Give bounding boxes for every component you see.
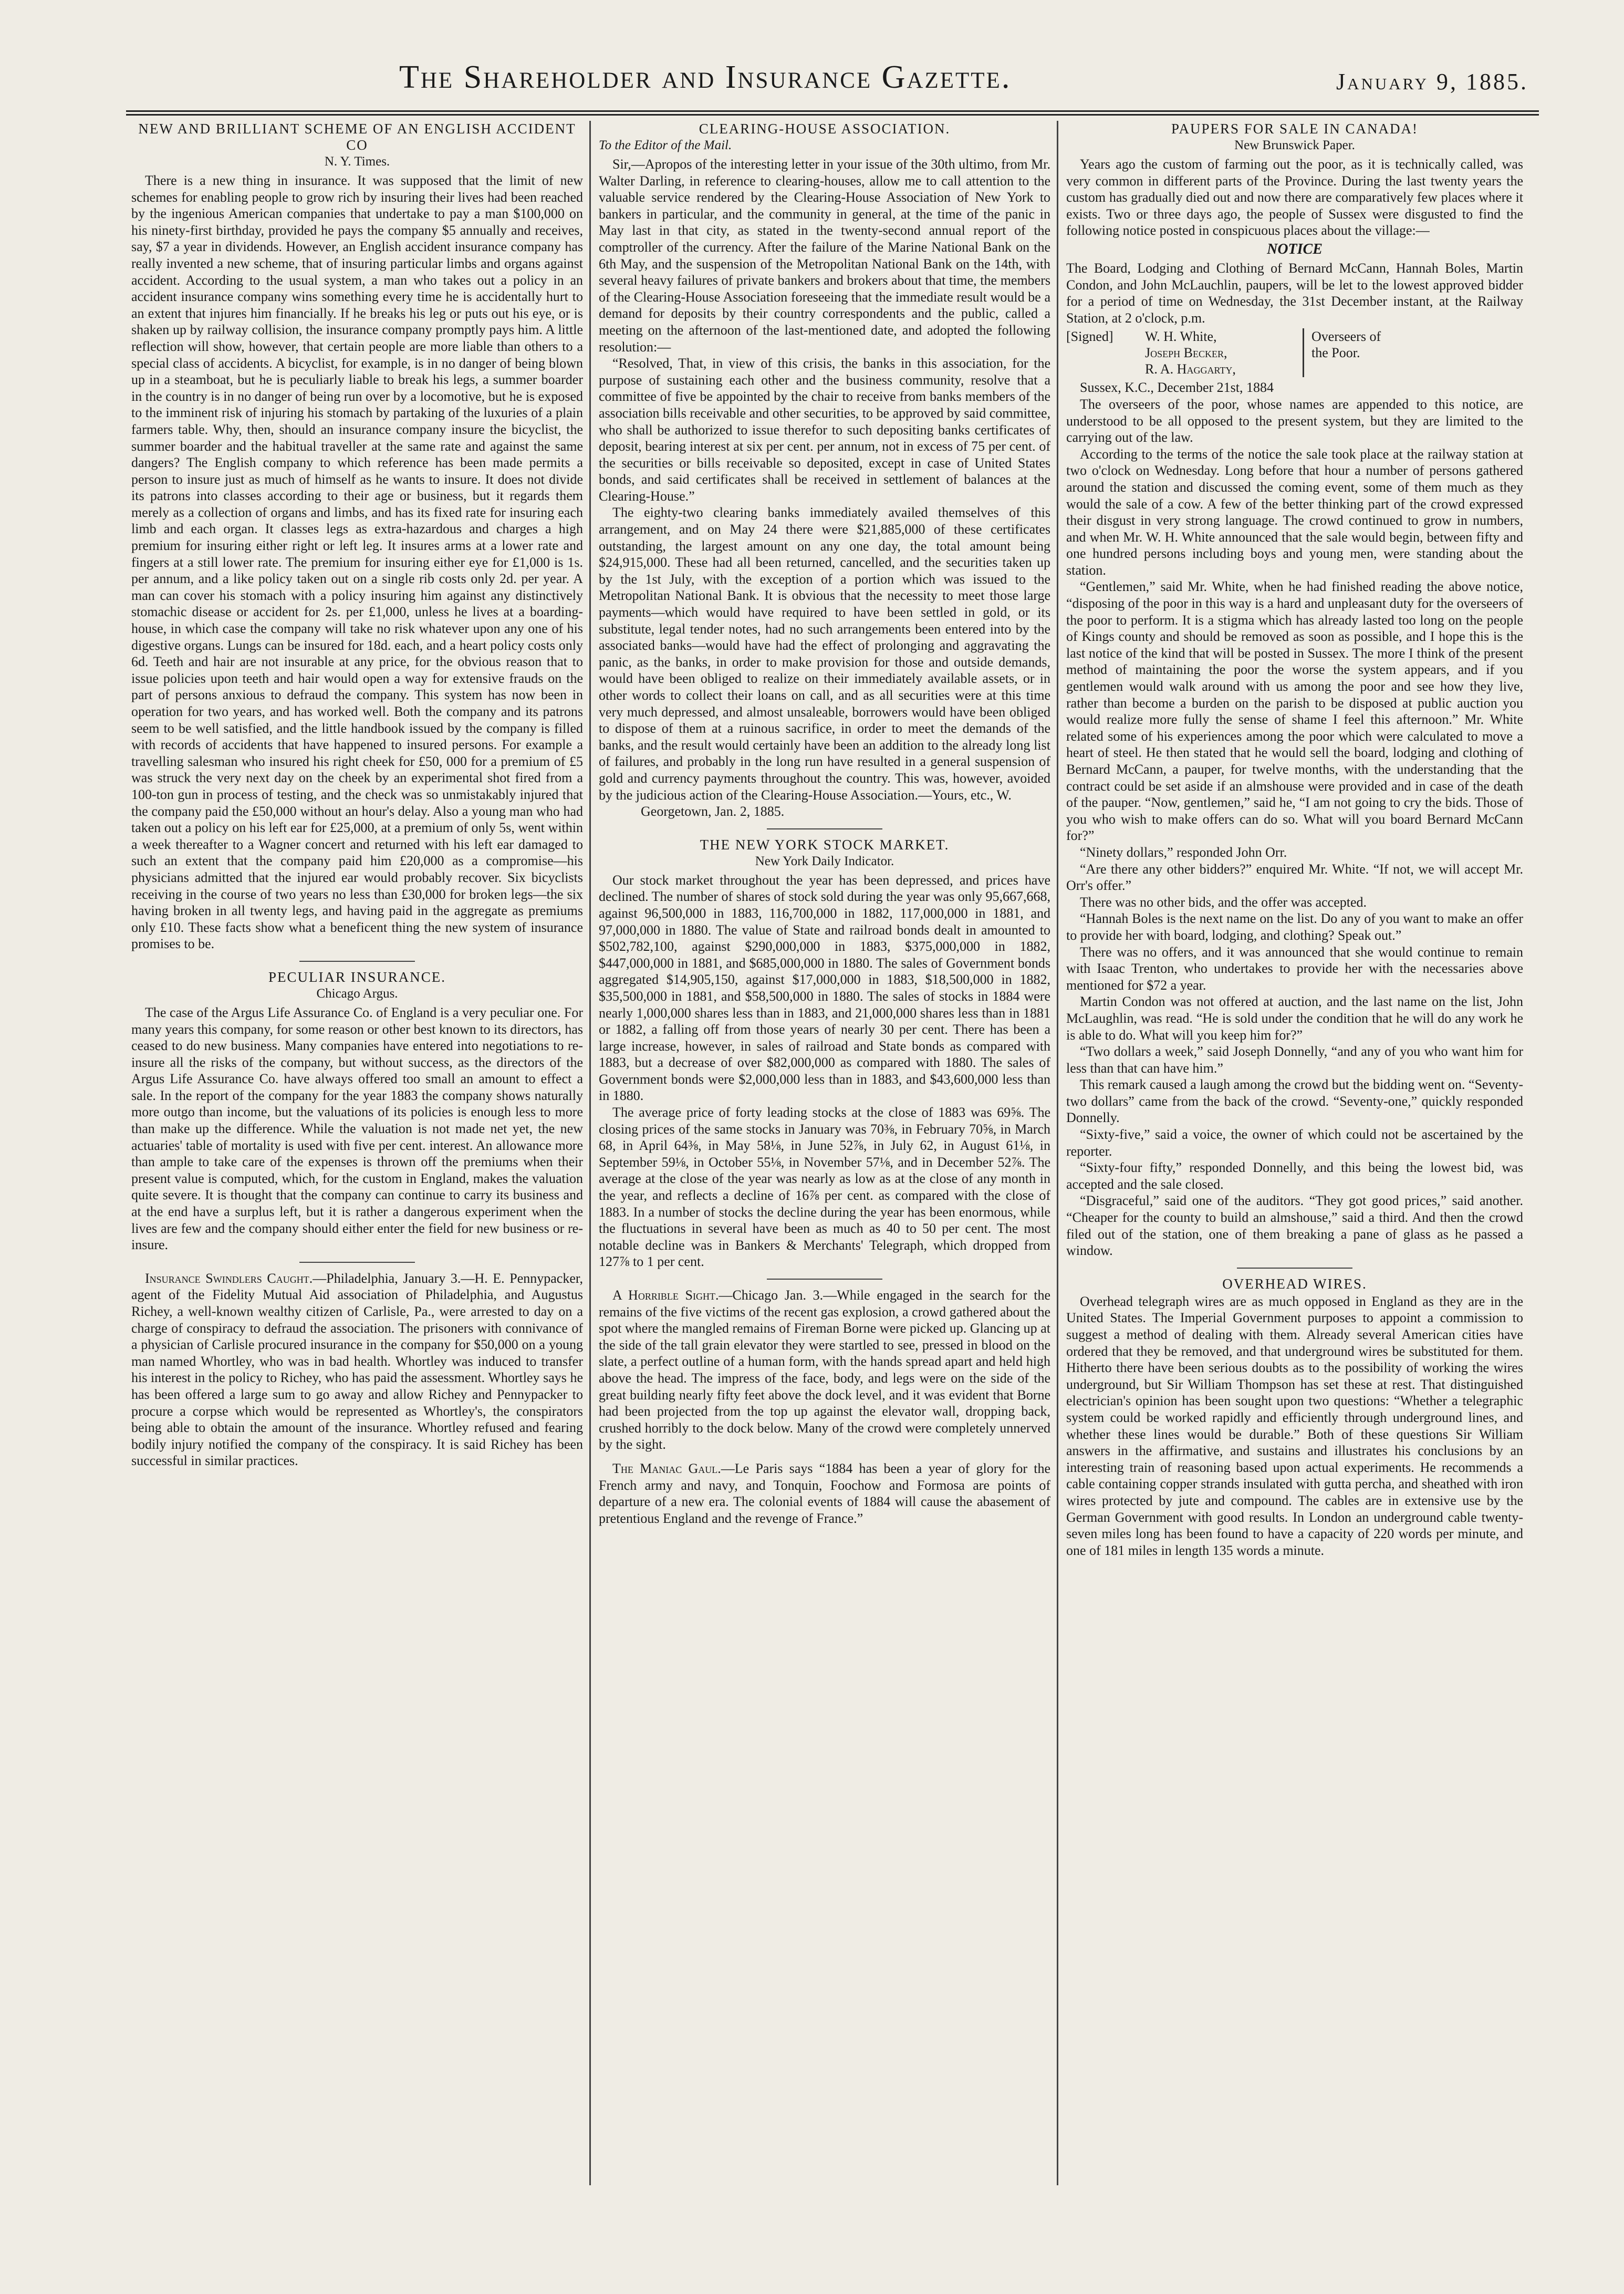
newspaper-title: The Shareholder and Insurance Gazette. bbox=[399, 59, 1012, 95]
article-source: New York Daily Indicator. bbox=[755, 854, 894, 868]
article-separator bbox=[299, 961, 415, 962]
notice-text: The Board, Lodging and Clothing of Bernard McCann, Hannah Boles, Martin Condon, and John McLauchlin, paupers, will be let to the lowest approved bidder for a period of time on Wednesday, the 31st December instant, at the Railway Station, at 2 o'clock, p.m. bbox=[1066, 260, 1523, 326]
article-paragraph: “Disgraceful,” said one of the auditors. “They got good prices,” said another. “Cheaper for the county to build an almshouse,” said a third. And then the crowd filed out of the station, one of them breaking a pane of glass as he passed a window. bbox=[1066, 1193, 1523, 1259]
issue-date: January 9, 1885. bbox=[1336, 69, 1528, 95]
article-lead: Insurance Swindlers Caught. bbox=[145, 1270, 313, 1286]
article-source: N. Y. Times. bbox=[324, 154, 390, 169]
overseers-label: Overseers of the Poor. bbox=[1303, 328, 1385, 377]
signer-name: W. H. White, bbox=[1145, 329, 1217, 345]
notice-signatures bbox=[1066, 328, 1523, 377]
article-paragraph: “Resolved, That, in view of this crisis, the banks in this association, for the purpose of sustaining each other and the business community, resolve that a committee of five be appointed by the chair to receive from banks members of the association bills receivable and other securities, to be approved by said committee, who shall be authorized to issue therefor to such depositing banks certificates of deposit, bearing interest at six per cent. per annum, not in excess of 75 per cent. of the securities or bills receivable so deposited, except in case of United States bonds, and said certificates shall be received in settlement of balances at the Clearing-House.” bbox=[599, 356, 1050, 504]
article-text: —Le Paris says “1884 has been a year of glory for the French army and navy, and Tonquin, Foochow and Formosa are points of departure of a new era. The colonial events of 1884 will cause the abasement of pretentious England and the revenge of France.” bbox=[599, 1460, 1050, 1526]
article-headline: PECULIAR INSURANCE. bbox=[268, 969, 446, 985]
column-left bbox=[131, 121, 583, 2243]
column-middle bbox=[599, 121, 1050, 2243]
article-paragraph: “Hannah Boles is the next name on the list. Do any of you want to make an offer to provide her with board, lodging, and clothing? Speak out.” bbox=[1066, 911, 1523, 943]
article-paragraph: There was no other bids, and the offer was accepted. bbox=[1080, 894, 1367, 910]
notice-title: NOTICE bbox=[1267, 241, 1323, 257]
article-clearing-house bbox=[599, 121, 1050, 820]
signer-name: R. A. Haggarty, bbox=[1145, 361, 1236, 377]
article-paragraph: The eighty-two clearing banks immediately availed themselves of this arrangement, and on May 24 there were $21,885,000 of these certificates outstanding, the largest amount on any one day, the total amount being $24,915,000. These had all been returned, cancelled, and the securities taken up by the 1st July, with the exception of a portion which was issued to the Metropolitan National Bank. It is obvious that the necessity to meet those large payments—which would have required to have been settled in gold, or its substitute, legal tender notes, had no such arrangements been entered into by the associated banks—would have had the effect of prolonging and aggravating the panic, as the banks, in order to make provision for those and outside demands, would have been obliged to realize on their immediately available assets, or in other words to collect their loans on call, and as all securities were at this time very much depressed, and almost unsaleable, borrowers would have been obliged to dispose of them at a ruinous sacrifice, in order to meet the demands of the banks, and the result would certainly have been an addition to the already long list of failures, and probably in the long run have resulted in a general suspension of gold and currency payments throughout the country. This was, however, avoided by the judicious action of the Clearing-House Association.—Yours, etc., W. bbox=[599, 505, 1050, 803]
article-source: New Brunswick Paper. bbox=[1234, 138, 1355, 152]
article-paragraph: Martin Condon was not offered at auction, and the last name on the list, John McLaughlin, was read. “He is sold under the condition that he will do any work he is able to do. What will you keep him for?” bbox=[1066, 994, 1523, 1043]
article-lead: A Horrible Sight. bbox=[612, 1288, 719, 1303]
article-headline: CLEARING-HOUSE ASSOCIATION. bbox=[699, 121, 951, 137]
masthead bbox=[126, 53, 1539, 116]
article-maniac-gaul bbox=[599, 1460, 1050, 1527]
article-paupers-for-sale bbox=[1066, 121, 1523, 1259]
notice-place: Sussex, K.C., December 21st, 1884 bbox=[1080, 380, 1274, 396]
article-paragraph bbox=[599, 1460, 1050, 1527]
article-stock-market bbox=[599, 837, 1050, 1270]
article-paragraph: According to the terms of the notice the sale took place at the railway station at two o'clock on Wednesday. Long before that hour a number of persons gathered around the station and discussed the coming event, some of them much as they would the sale of a cow. A few of the better thinking part of the crowd expressed their disgust in very strong language. The crowd continued to grow in numbers, and when Mr. W. H. White announced that the sale would begin, between fifty and one hundred persons including boys and young men, were standing about the station. bbox=[1066, 446, 1523, 578]
article-text: —Chicago Jan. 3.—While engaged in the search for the remains of the five victims of the recent gas explosion, a crowd gathered about the spot where the mangled remains of Fireman Borne were picked up. Glancing up at the side of the tall grain elevator they were startled to see, pressed in blood on the slate, a perfect outline of a human form, with the hands spread apart and held high above the head. The impress of the face, body, and legs were on the side of the great building nearly fifty feet above the dock level, and it was evident that Borne had been projected from the top up against the elevator wall, dropping back, crushed horribly to the dock below. Many of the crowd were completely unnerved by the sight. bbox=[599, 1288, 1050, 1452]
article-accident-co bbox=[131, 121, 583, 952]
article-separator bbox=[767, 828, 882, 829]
signer-list bbox=[1145, 328, 1303, 377]
article-text: —Philadelphia, January 3.—H. E. Pennypacker, agent of the Fidelity Mutual Aid association of Philadelphia, and Augustus Richey, a well-known wealthy citizen of Carlisle, Pa., were arrested to day on a charge of conspiracy to defraud the association. The prisoners with connivance of a physician of Carlisle procured insurance in the company for $50,000 on a young man named Whortley, who was in bad health. Whortley was induced to transfer his interest in the policy to Richey, who has paid the assessment. Whortley says he has been offered a large sum to go away and allow Richey and Pennypacker to procure a corpse which would be represented as Whortley's, the conspirators being able to obtain the amount of the insurance. Whortley refused and fearing bodily injury notified the company of the conspiracy. It is said Richey has been successful in similar practices. bbox=[131, 1270, 583, 1469]
article-source: Chicago Argus. bbox=[316, 986, 398, 1001]
article-paragraph: The case of the Argus Life Assurance Co. of England is a very peculiar one. For many years this company, for some reason or other best known to its directors, has ceased to do new business. Many companies have entered into negotiations to re-insure all the risks of the company, but without success, as the directors of the Argus Life Assurance Co. have always offered too small an amount to effect a sale. In the report of the company for the year 1883 the company shows naturally more outgo than income, but the valuations of its policies is enough less to more than make up the difference. While the valuation is not made net yet, the new actuaries' table of mortality is used with five per cent. interest. An allowance more than ample to take care of the expenses is thrown off the premiums when their present value is computed, which, for the custom in England, makes the valuation quite severe. It is thought that the company can continue to carry its business and at the end have a surplus left, but it is rather a dangerous experiment when the lives are few and the company should either enter the field for new business or re-insure. bbox=[131, 1004, 583, 1253]
article-horrible-sight bbox=[599, 1287, 1050, 1453]
article-paragraph: “Ninety dollars,” responded John Orr. bbox=[1080, 844, 1287, 860]
column-divider bbox=[589, 121, 591, 2185]
article-paragraph: Sir,—Apropos of the interesting letter in your issue of the 30th ultimo, from Mr. Walter Darling, in reference to clearing-houses, allow me to call attention to the valuable service rendered by the Clearing-House Association of New York to bankers in particular, and the community in general, at the time of the panic in May last in that city, as stated in the twenty-second annual report of the comptroller of the currency. After the failure of the Marine National Bank on the 6th May, and the suspension of the Metropolitan National Bank on the 14th, with several heavy failures of private bankers and brokers about that time, the members of the Clearing-House Association foreseeing that the immediate result would be a demand for deposits by their country correspondents and the public, called a meeting on the afternoon of the last-mentioned date, and adopted the following resolution:— bbox=[599, 157, 1050, 355]
article-paragraph: There was no offers, and it was announced that she would continue to remain with Isaac Trenton, who undertakes to provide her with the necessaries above mentioned for $72 a year. bbox=[1066, 944, 1523, 993]
article-signature: Georgetown, Jan. 2, 1885. bbox=[641, 804, 785, 819]
article-paragraph: “Sixty-five,” said a voice, the owner of which could not be ascertained by the reporter. bbox=[1066, 1127, 1523, 1159]
article-paragraph: The overseers of the poor, whose names are appended to this notice, are understood to be all opposed to the present system, but they are limited to the carrying out of the law. bbox=[1066, 396, 1523, 445]
article-headline: NEW AND BRILLIANT SCHEME OF AN ENGLISH ACCIDENT CO bbox=[138, 121, 576, 153]
article-headline: THE NEW YORK STOCK MARKET. bbox=[700, 836, 950, 853]
article-paragraph: The average price of forty leading stocks at the close of 1883 was 69⅝. The closing prices of the same stocks in January was 70⅜, in February 70⅝, in March 68, in April 64⅜, in May 58⅛, in June 52⅞, in July 62, in August 61⅛, in September 59⅛, in October 55⅛, in November 57⅛, and in December 52⅞. The average at the close of the year was nearly as low as at the close of any month in the year, and reflects a decline of 16⅞ per cent. as compared with the close of 1883. In a number of stocks the decline during the year has been enormous, while the fluctuations in several have been as much as 40 to 50 per cent. The most notable decline was in Bankers & Merchants' Telegraph, which dropped from 127⅞ to 1 per cent. bbox=[599, 1105, 1050, 1270]
article-paragraph: “Two dollars a week,” said Joseph Donnelly, “and any of you who want him for less than that can have him.” bbox=[1066, 1044, 1523, 1076]
article-lead: The Maniac Gaul. bbox=[612, 1460, 721, 1476]
article-paragraph: Years ago the custom of farming out the poor, as it is technically called, was very common in different parts of the Province. During the last twenty years the custom has gradually died out and now there are comparatively few places where it exists. Two or three days ago, the people of Sussex were disgusted to find the following notice posted in conspicuous places about the village:— bbox=[1066, 157, 1523, 238]
article-paragraph: “Gentlemen,” said Mr. White, when he had finished reading the above notice, “disposing of the poor in this way is a hard and unpleasant duty for the overseers of the poor to perform. It is a stigma which has already lasted too long on the people of Kings county and should be removed as soon as possible, and I hope this is the last notice of the kind that will be posted in Sussex. The more I think of the present method of maintaining the poor the worse the system appears, and if you gentlemen would walk around with us among the poor and see how they live, rather than become a burden on the parish to be disposed at public auction you would realize more fully the sense of shame I feel this afternoon.” Mr. White related some of his experiences among the poor which were calculated to move a heart of steel. He then stated that he would sell the board, lodging and clothing of Bernard McCann, a pauper, for twelve months, with the understanding that the contract could be set aside if an almshouse were provided and in case of the death of the pauper. “Now, gentlemen,” said he, “I am not going to cry the bids. Those of you who wish to make offers can do so. What will you board Bernard McCann for?” bbox=[1066, 579, 1523, 844]
signer-name: Joseph Becker, bbox=[1145, 345, 1227, 361]
signed-label: [Signed] bbox=[1066, 329, 1113, 345]
article-separator bbox=[767, 1279, 882, 1280]
article-paragraph bbox=[131, 1270, 583, 1469]
article-separator bbox=[1237, 1268, 1352, 1269]
article-paragraph: This remark caused a laugh among the crowd but the bidding went on. “Seventy-two dollars” came from the back of the crowd. “Seventy-one,” quickly responded Donnelly. bbox=[1066, 1077, 1523, 1126]
article-headline: OVERHEAD WIRES. bbox=[1222, 1275, 1367, 1292]
column-divider bbox=[1057, 121, 1058, 2185]
article-paragraph: “Sixty-four fifty,” responded Donnelly, and this being the lowest bid, was accepted and the sale closed. bbox=[1066, 1160, 1523, 1192]
article-overhead-wires bbox=[1066, 1276, 1523, 1559]
article-headline: PAUPERS FOR SALE IN CANADA! bbox=[1171, 121, 1419, 137]
column-right bbox=[1066, 121, 1523, 2243]
article-paragraph: There is a new thing in insurance. It was supposed that the limit of new schemes for enabling people to grow rich by insuring their lives had been reached by the ingenious American companies that undertake to pay a man $100,000 on his ninety-first birthday, provided he pays the company $5 annually and receives, say, $7 a year in dividends. However, an English accident insurance company has really invented a new scheme, that of insuring particular limbs and organs against accident. According to the usual system, a man who takes out a policy in an accident insurance company wins something every time he is accidentally hurt to an extent that injures him financially. If he breaks his leg or puts out his eye, or is shaken up by railway collision, the insurance company promptly pays him. A little reflection will show, however, that certain people are more liable than others to a special class of accidents. A bicyclist, for example, is in no danger of being blown up in a steamboat, but he is peculiarly liable to break his legs, a summer boarder in the country is in no danger of being run over by a locomotive, but he is exposed to the imminent risk of injuring his stomach by partaking of the luxuries of a plain farmers table. Why, then, should an insurance company insure the bicyclist, the summer boarder and the habitual traveller at the same rate and against the same dangers? The English company to which reference has been made permits a person to insure just as much of himself as he wants to insure. It does not divide its patrons into classes according to their age or business, but it regards them merely as a collection of organs and limbs, and has its fixed rate for insuring each limb and each organ. It classes legs as extra-hazardous and charges a high premium for insuring either right or left leg. It insures arms at a lower rate and fingers at a still lower rate. The premium for insuring either eye for £1,000 is 1s. per annum, and a like policy taken out on a single rib costs only 2d. per year. A man can cover his stomach with a policy insuring him against any distinctively stomachic disease or accident for 2s. per £1,000, unless he lives at a boarding-house, in which case the company will take no risk whatever upon any one of his digestive organs. Lungs can be insured for 18d. each, and a heart policy costs only 6d. Teeth and hair are not insurable at any price, for the obvious reason that to issue policies upon teeth and hair would open a way for extensive frauds on the part of persons anxious to defraud the company. This system has now been in operation for two years, and has worked well. Both the company and its patrons seem to be well satisfied, and the little handbook issued by the company is filled with records of accidents that have happened to insured persons. For example a travelling salesman who insured his right cheek for £50, 000 for a premium of £5 was struck the very next day on the cheek by an experimental shot fired from a 100-ton gun in process of testing, and the check was so unmistakably injured that the company paid the £50,000 without an hour's delay. Also a young man who had taken out a policy on his left ear for £25,000, at a premium of only 5s, went within a week thereafter to a Wagner concert and returned with his left ear damaged to such an extent that the company paid him £20,000 as a compromise—his physicians admitted that the injured ear would probably recover. Six bicyclists receiving in the course of two years no less than £30,000 for broken legs—the six having broken in all twenty legs, and having paid in the aggregate as premiums only £10. These facts show what a beneficent thing the new system of insurance promises to be. bbox=[131, 173, 583, 952]
article-paragraph: Our stock market throughout the year has been depressed, and prices have declined. The number of shares of stock sold during the year was only 95,667,668, against 96,500,000 in 1883, 116,700,000 in 1882, 117,000,000 in 1881, and 97,000,000 in 1880. The value of State and railroad bonds dealt in amounted to $502,782,100, against $290,000,000 in 1883, $375,000,000 in 1882, $447,000,000 in 1881, and $685,000,000 in 1880. The sales of Government bonds aggregated $14,905,150, against $17,000,000 in 1883, $18,500,000 in 1882, $35,500,000 in 1881, and $58,500,000 in 1880. The sales of stocks in 1884 were nearly 1,000,000 shares less than in 1883, and 21,000,000 shares less than in 1881 or 1882, a falling off from those years of nearly 30 per cent. There has been a large increase, however, in sales of railroad and State bonds as compared with 1883, but a decrease of over $82,000,000 as compared with 1880. The sales of Government bonds were $2,000,000 less than in 1883, and $43,600,000 less than in 1880. bbox=[599, 872, 1050, 1104]
article-paragraph: “Are there any other bidders?” enquired Mr. White. “If not, we will accept Mr. Orr's offer.” bbox=[1066, 861, 1523, 894]
article-paragraph bbox=[599, 1287, 1050, 1453]
article-peculiar-insurance bbox=[131, 969, 583, 1253]
article-separator bbox=[299, 1262, 415, 1263]
article-dateline: To the Editor of the Mail. bbox=[599, 138, 732, 152]
article-paragraph: Overhead telegraph wires are as much opposed in England as they are in the United States. The Imperial Government purposes to appoint a commission to suggest a method of dealing with them. Already several American cities have ordered that they be removed, and that underground wires be substituted for them. Hitherto there have been serious doubts as to the possibility of working the wires underground, but Sir William Thompson has set these at rest. That distinguished electrician's opinion has been sought upon two questions: “Whether a telegraphic system could be worked rapidly and efficiently through underground lines, and whether these lines would be durable.” Both of these questions Sir William answers in the affirmative, and sustains and illustrates his conclusions by an interesting train of reasoning based upon actual experiments. He recommends a cable containing copper strands insulated with gutta percha, and sheathed with iron wires protected by jute and compound. The cables are in extensive use by the German Government with good results. In London an underground cable twenty-seven miles long has been found to have a capacity of 220 words per minute, and one of 181 miles in length 135 words a minute. bbox=[1066, 1293, 1523, 1558]
article-swindlers-caught bbox=[131, 1270, 583, 1469]
